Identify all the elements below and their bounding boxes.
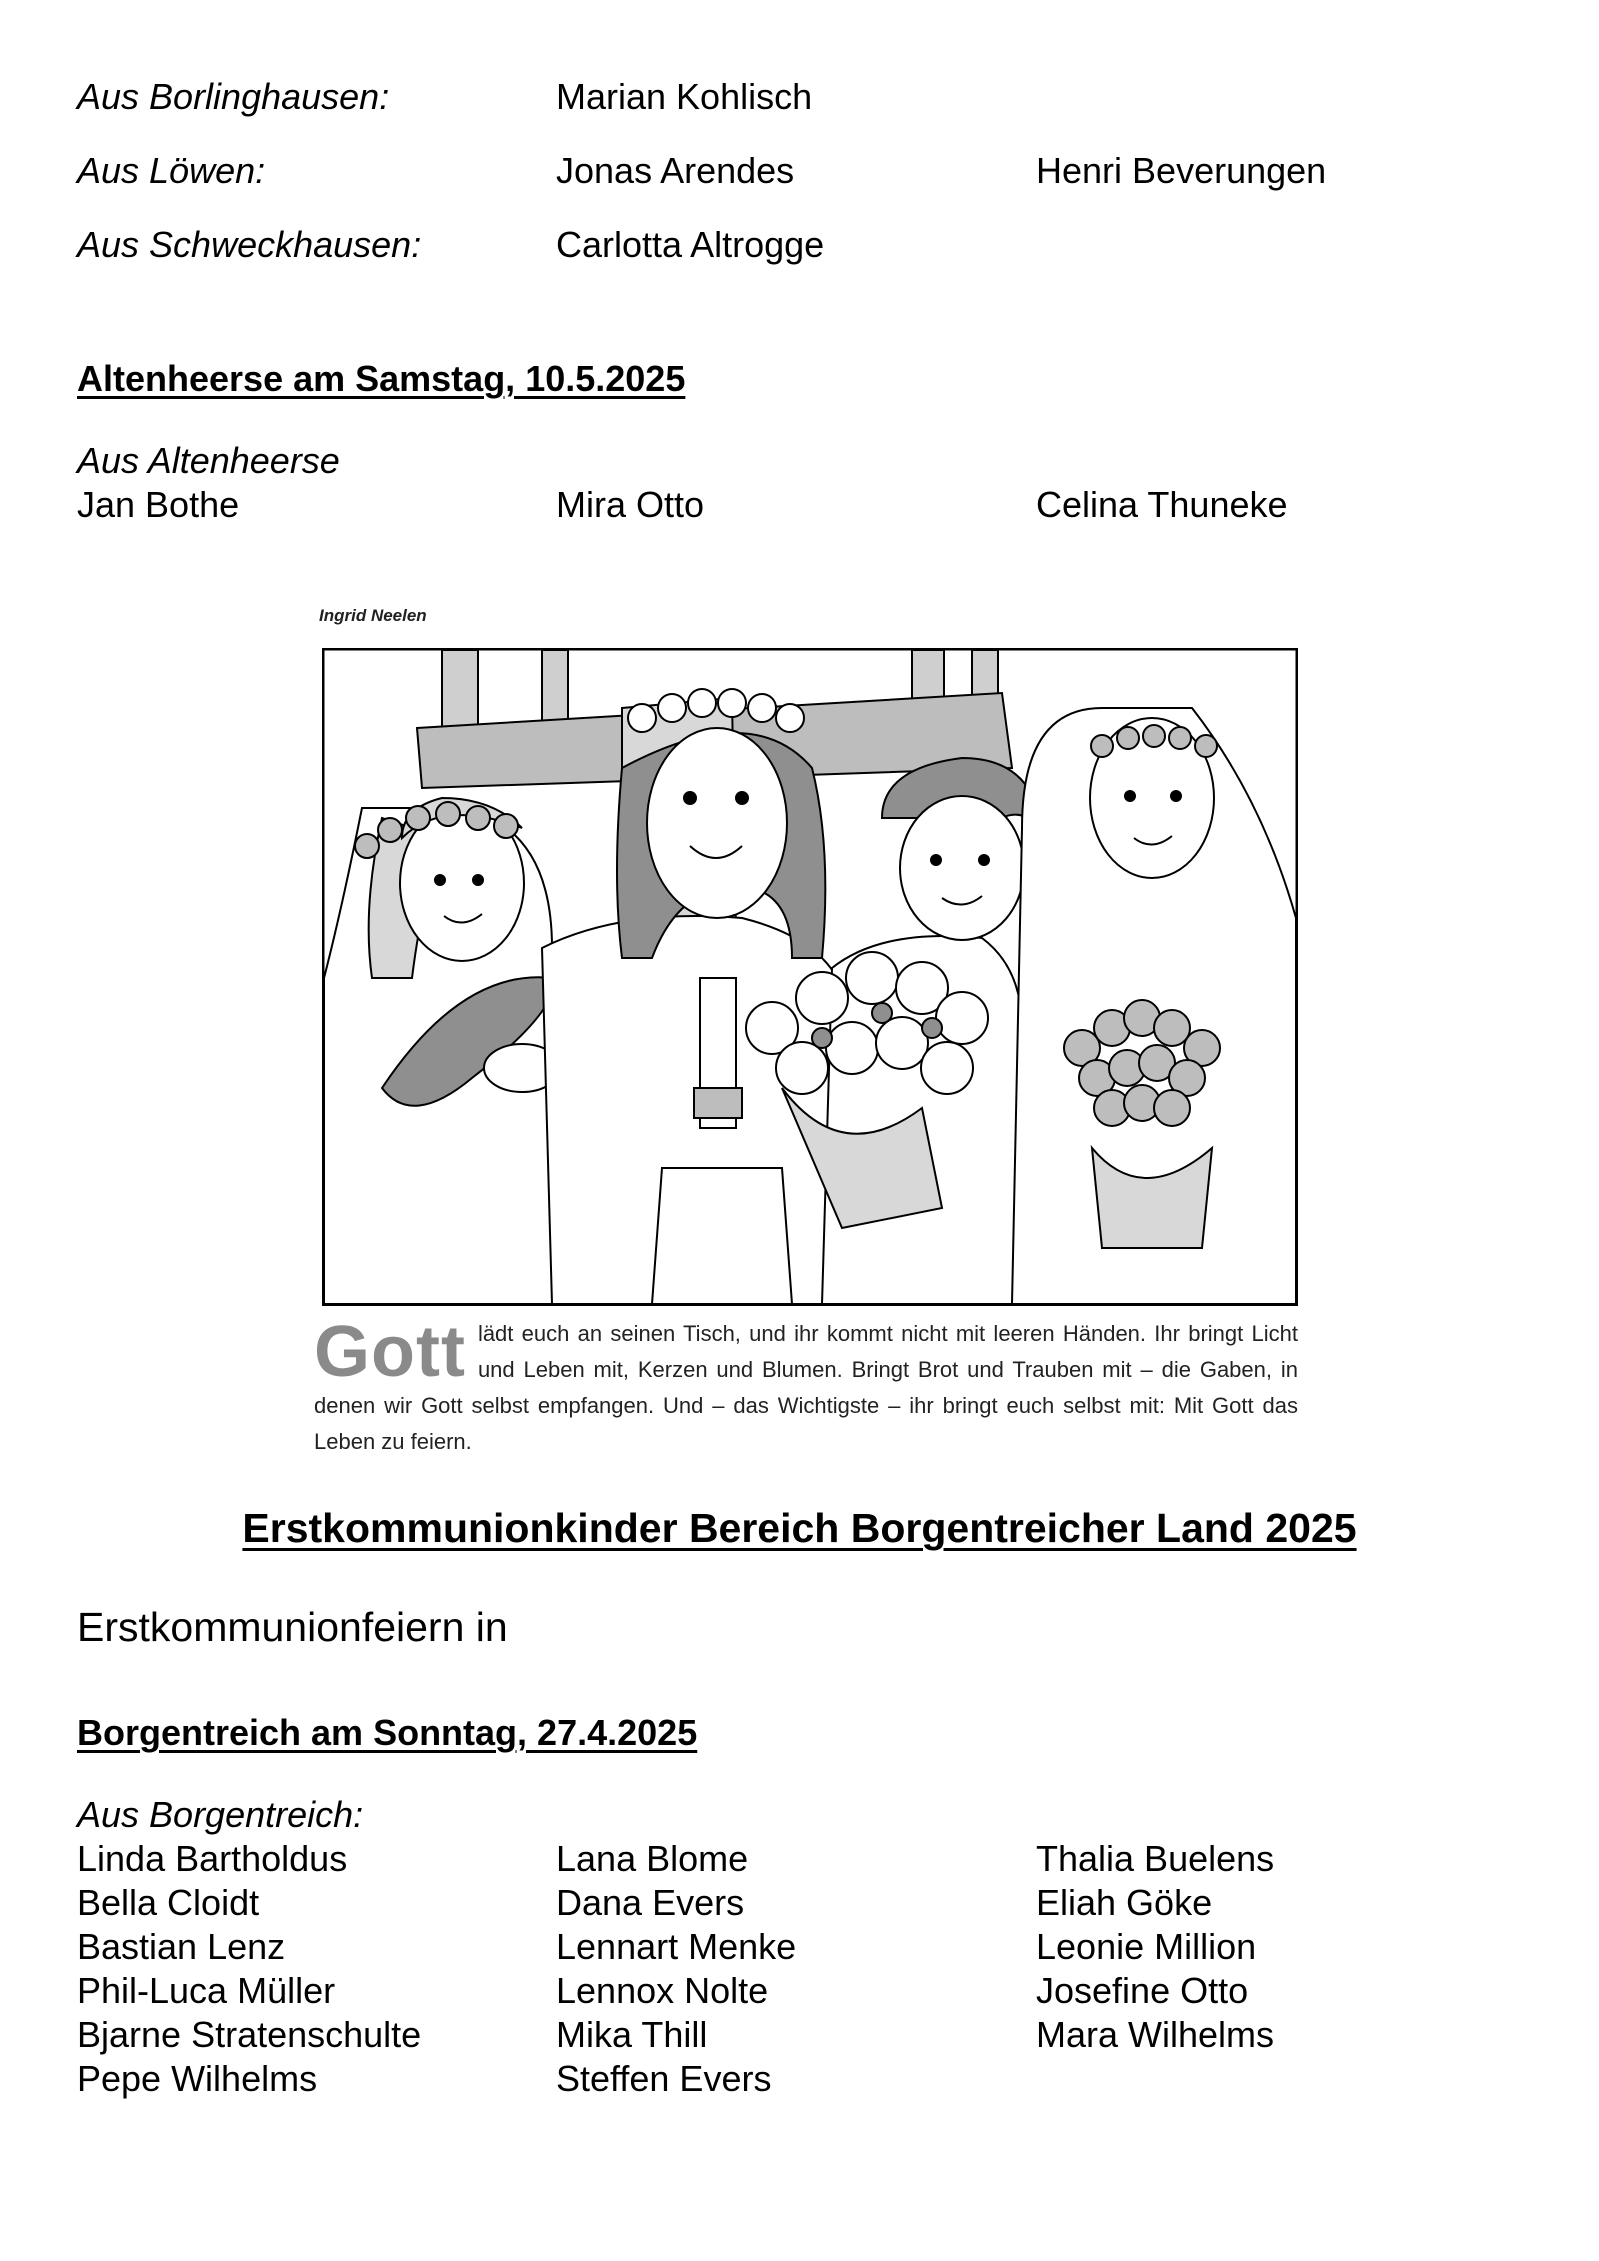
name-column-3: [1036, 1838, 1274, 2056]
name-entry: Lana Blome: [556, 1838, 749, 1879]
caption-text: lädt euch an seinen Tisch, und ihr kommt nicht mit leeren Händen. Ihr bringt Licht und Leben mit, Kerzen und Blumen. Bringt Brot und Trauben mit – die Gaben, in denen wir Gott selbst empfangen. Und – das Wichtigste – ihr bringt euch selbst mit: Mit Gott das Leben zu feiern.: [314, 1321, 1298, 1454]
name-entry: Leonie Million: [1036, 1926, 1257, 1967]
name-entry: Bella Cloidt: [77, 1882, 260, 1923]
name-entry: Steffen Evers: [556, 2058, 772, 2099]
name-column-1: [77, 1838, 421, 2100]
name-entry: Jan Bothe: [77, 484, 240, 525]
name-entry: Marian Kohlisch: [556, 76, 813, 117]
name-entry: Bastian Lenz: [77, 1926, 286, 1967]
name-entry: Lennart Menke: [556, 1926, 797, 1967]
name-entry: Thalia Buelens: [1036, 1838, 1275, 1879]
place-label-borlinghausen: Aus Borlinghausen:: [77, 76, 390, 117]
place-label-schweckhausen: Aus Schweckhausen:: [77, 224, 422, 265]
name-entry: Josefine Otto: [1036, 1970, 1249, 2011]
name-entry: Lennox Nolte: [556, 1970, 769, 2011]
name-entry: Linda Bartholdus: [77, 1838, 348, 1879]
caption-gott-word: Gott: [314, 1312, 466, 1392]
first-communion-illustration: [322, 648, 1298, 1306]
place-label-altenheerse: Aus Altenheerse: [77, 440, 340, 481]
name-entry: Dana Evers: [556, 1882, 745, 1923]
name-entry: Mika Thill: [556, 2014, 708, 2055]
child-with-bread: [324, 798, 572, 1304]
place-label-borgentreich: Aus Borgentreich:: [77, 1794, 364, 1835]
section-heading-altenheerse: Altenheerse am Samstag, 10.5.2025: [77, 358, 686, 399]
name-entry: Jonas Arendes: [556, 150, 795, 191]
name-entry: Bjarne Stratenschulte: [77, 2014, 422, 2055]
illustration-credit: Ingrid Neelen: [319, 606, 427, 625]
name-entry: Eliah Göke: [1036, 1882, 1213, 1923]
name-entry: Phil-Luca Müller: [77, 1970, 336, 2011]
section-heading-borgentreich: Borgentreich am Sonntag, 27.4.2025: [77, 1712, 698, 1753]
illustration-caption: [314, 1312, 1298, 1460]
name-entry: Pepe Wilhelms: [77, 2058, 318, 2099]
main-title: Erstkommunionkinder Bereich Borgentreicher Land 2025: [242, 1505, 1357, 1551]
name-entry: Carlotta Altrogge: [556, 224, 825, 265]
intro-text: Erstkommunionfeiern in: [77, 1604, 508, 1650]
place-label-loewen: Aus Löwen:: [77, 150, 266, 191]
name-column-2: [556, 1838, 796, 2100]
name-entry: Celina Thuneke: [1036, 484, 1288, 525]
name-entry: Mira Otto: [556, 484, 705, 525]
name-entry: Mara Wilhelms: [1036, 2014, 1275, 2055]
name-entry: Henri Beverungen: [1036, 150, 1327, 191]
